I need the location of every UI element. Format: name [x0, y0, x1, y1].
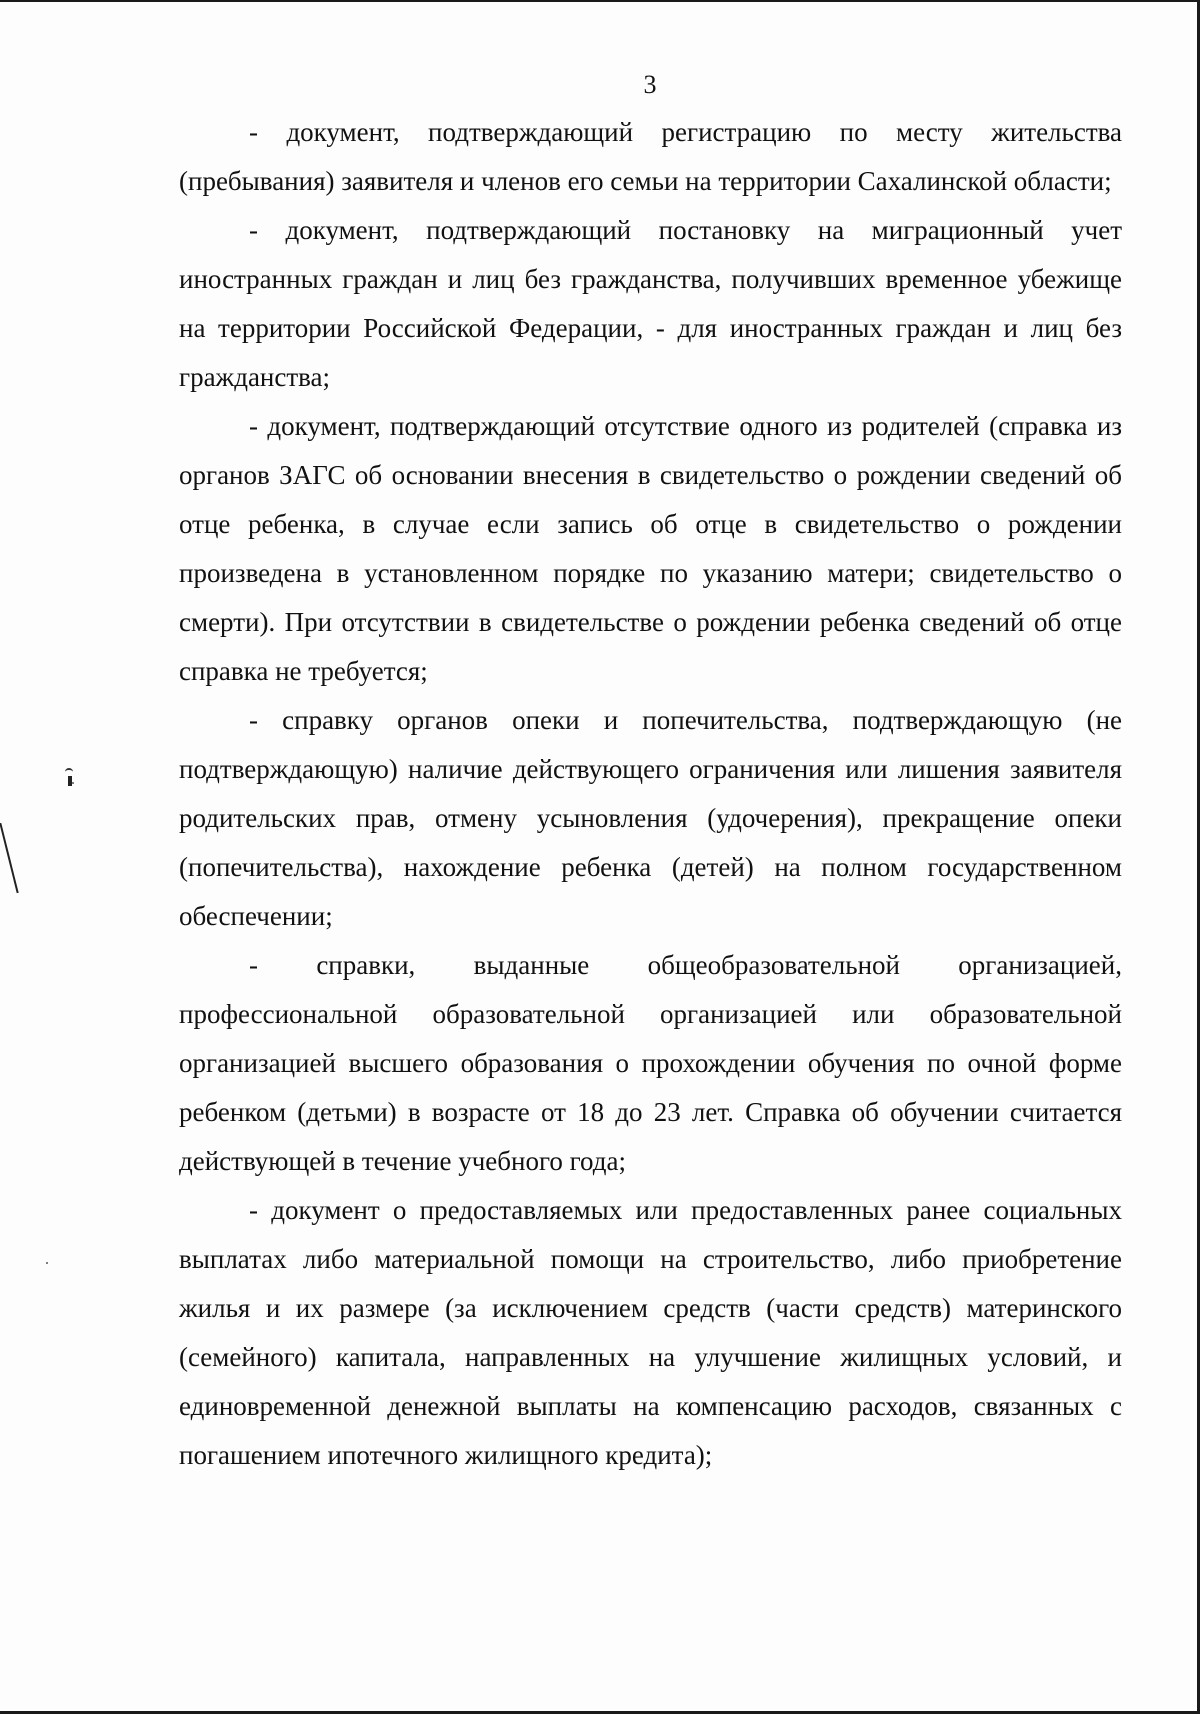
scan-edge-top	[0, 0, 1200, 2]
scan-artifact-hook	[65, 768, 73, 774]
document-body	[179, 108, 1122, 1480]
scan-speck	[46, 1262, 48, 1264]
scan-speck	[72, 782, 74, 784]
scan-artifact-dot	[68, 776, 72, 786]
paragraph-migration-registration: - документ, подтверждающий постановку на миграционный учет иностранных граждан и лиц без гражданства, получивших временное убежище на территории Российской Федерации, - для иностранных граждан и лиц без гражданства;	[179, 215, 1122, 392]
page-number: 3	[643, 70, 657, 99]
paragraph-guardianship-certificate: - справку органов опеки и попечительства, подтверждающую (не подтверждающую) наличие действующего ограничения или лишения заявителя родительских прав, отмену усыновления (удочерения), прекращение опеки (попечительства), нахождение ребенка (детей) на полном государственном обеспечении;	[179, 705, 1122, 931]
paragraph-social-payments-document: - документ о предоставляемых или предоставленных ранее социальных выплатах либо материальной помощи на строительство, либо приобретение жилья и их размере (за исключением средств (части средств) материнского (семейного) капитала, направленных на улучшение жилищных условий, и единовременной денежной выплаты на компенсацию расходов, связанных с погашением ипотечного жилищного кредита);	[179, 1195, 1122, 1470]
paragraph-absent-parent-document: - документ, подтверждающий отсутствие одного из родителей (справка из органов ЗАГС об основании внесения в свидетельство о рождении сведений об отце ребенка, в случае если запись об отце в свидетельство о рождении произведена в установленном порядке по указанию матери; свидетельство о смерти). При отсутствии в свидетельстве о рождении ребенка сведений об отце справка не требуется;	[179, 411, 1122, 686]
scan-artifact-line	[0, 823, 19, 893]
paragraph-registration-document: - документ, подтверждающий регистрацию по месту жительства (пребывания) заявителя и членов его семьи на территории Сахалинской области;	[179, 117, 1122, 196]
paragraph-education-certificate: - справки, выданные общеобразовательной организацией, профессиональной образовательной организацией или образовательной организацией высшего образования о прохождении обучения по очной форме ребенком (детьми) в возрасте от 18 до 23 лет. Справка об обучении считается действующей в течение учебного года;	[179, 950, 1122, 1176]
